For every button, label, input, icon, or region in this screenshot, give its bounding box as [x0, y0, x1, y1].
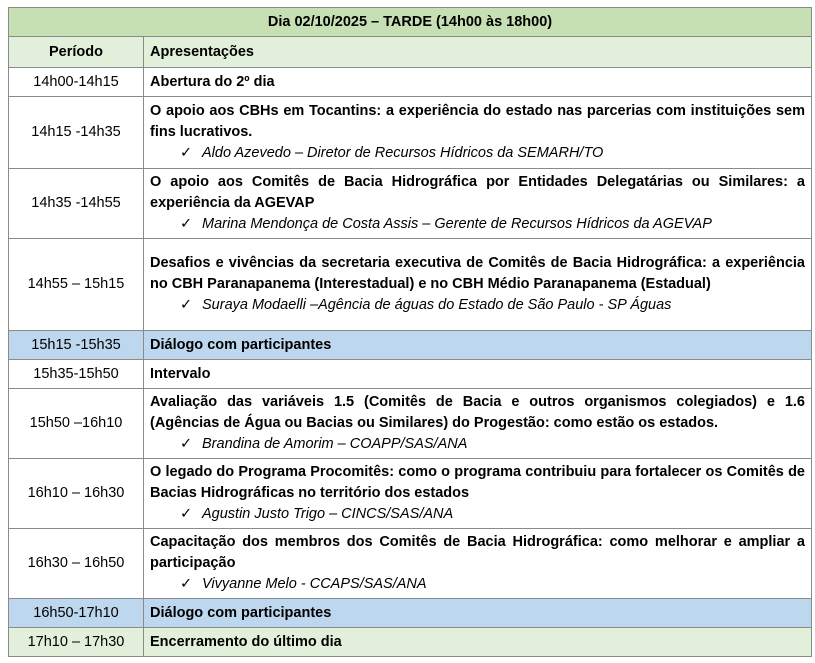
row-description — [144, 599, 812, 628]
speaker-name: Aldo Azevedo – Diretor de Recursos Hídricos da SEMARH/TO — [202, 145, 604, 161]
table-row — [9, 599, 812, 628]
row-description — [144, 239, 812, 331]
speaker-name: Agustin Justo Trigo – CINCS/SAS/ANA — [202, 506, 454, 522]
row-time: 14h55 – 15h15 — [9, 239, 144, 331]
row-speaker — [150, 504, 805, 525]
row-time: 17h10 – 17h30 — [9, 628, 144, 657]
table-row — [9, 331, 812, 360]
check-icon: ✓ — [180, 145, 193, 161]
row-description — [144, 628, 812, 657]
table-row — [9, 169, 812, 239]
row-description — [144, 97, 812, 169]
row-description — [144, 169, 812, 239]
row-title: O legado do Programa Procomitês: como o programa contribuiu para fortalecer os Comitês de Bacias Hidrográficas no território dos estados — [150, 464, 805, 501]
row-description — [144, 360, 812, 389]
row-speaker — [150, 434, 805, 455]
speaker-name: Brandina de Amorim – COAPP/SAS/ANA — [202, 436, 468, 452]
row-time: 15h35-15h50 — [9, 360, 144, 389]
agenda-table — [8, 7, 812, 657]
header-row — [9, 37, 812, 68]
check-icon: ✓ — [180, 297, 193, 313]
row-description — [144, 331, 812, 360]
row-description — [144, 459, 812, 529]
row-time: 16h30 – 16h50 — [9, 529, 144, 599]
row-title: Diálogo com participantes — [150, 336, 332, 353]
row-speaker — [150, 214, 805, 235]
check-icon: ✓ — [180, 436, 193, 452]
row-title: Capacitação dos membros dos Comitês de Bacia Hidrográfica: como melhorar e ampliar a participação — [150, 534, 805, 571]
table-row — [9, 239, 812, 331]
row-title: Abertura do 2º dia — [150, 73, 275, 90]
table-row — [9, 529, 812, 599]
table-row — [9, 389, 812, 459]
table-row — [9, 360, 812, 389]
row-time: 14h00-14h15 — [9, 68, 144, 97]
row-time: 16h50-17h10 — [9, 599, 144, 628]
row-speaker — [150, 295, 805, 316]
table-row — [9, 97, 812, 169]
table-row — [9, 459, 812, 529]
title-row — [9, 8, 812, 37]
check-icon: ✓ — [180, 216, 193, 232]
row-description — [144, 529, 812, 599]
row-title: Diálogo com participantes — [150, 604, 332, 621]
speaker-name: Vivyanne Melo - CCAPS/SAS/ANA — [202, 576, 427, 592]
row-time: 15h15 -15h35 — [9, 331, 144, 360]
row-title: Avaliação das variáveis 1.5 (Comitês de Bacia e outros organismos colegiados) e 1.6 (Agências de Água ou Bacias ou Similares) do Progestão: como estão os estados. — [150, 394, 805, 431]
row-time: 14h35 -14h55 — [9, 169, 144, 239]
row-title: Desafios e vivências da secretaria executiva de Comitês de Bacia Hidrográfica: a experiência no CBH Paranapanema (Interestadual) e no CBH Médio Paranapanema (Estadual) — [150, 255, 805, 292]
speaker-name: Suraya Modaelli –Agência de águas do Estado de São Paulo - SP Águas — [202, 297, 672, 313]
header-apresentacoes: Apresentações — [144, 37, 812, 68]
table-title: Dia 02/10/2025 – TARDE (14h00 às 18h00) — [9, 8, 812, 37]
row-title: O apoio aos Comitês de Bacia Hidrográfica por Entidades Delegatárias ou Similares: a experiência da AGEVAP — [150, 174, 805, 211]
speaker-name: Marina Mendonça de Costa Assis – Gerente de Recursos Hídricos da AGEVAP — [202, 216, 712, 232]
check-icon: ✓ — [180, 576, 193, 592]
row-title: O apoio aos CBHs em Tocantins: a experiência do estado nas parcerias com instituições sem fins lucrativos. — [150, 103, 805, 140]
row-description — [144, 68, 812, 97]
row-title: Intervalo — [150, 365, 211, 382]
header-periodo: Período — [9, 37, 144, 68]
row-time: 15h50 –16h10 — [9, 389, 144, 459]
row-speaker — [150, 574, 805, 595]
check-icon: ✓ — [180, 506, 193, 522]
row-title: Encerramento do último dia — [150, 633, 342, 650]
table-row — [9, 628, 812, 657]
table-row — [9, 68, 812, 97]
row-description — [144, 389, 812, 459]
row-time: 16h10 – 16h30 — [9, 459, 144, 529]
row-time: 14h15 -14h35 — [9, 97, 144, 169]
row-speaker — [150, 143, 805, 164]
